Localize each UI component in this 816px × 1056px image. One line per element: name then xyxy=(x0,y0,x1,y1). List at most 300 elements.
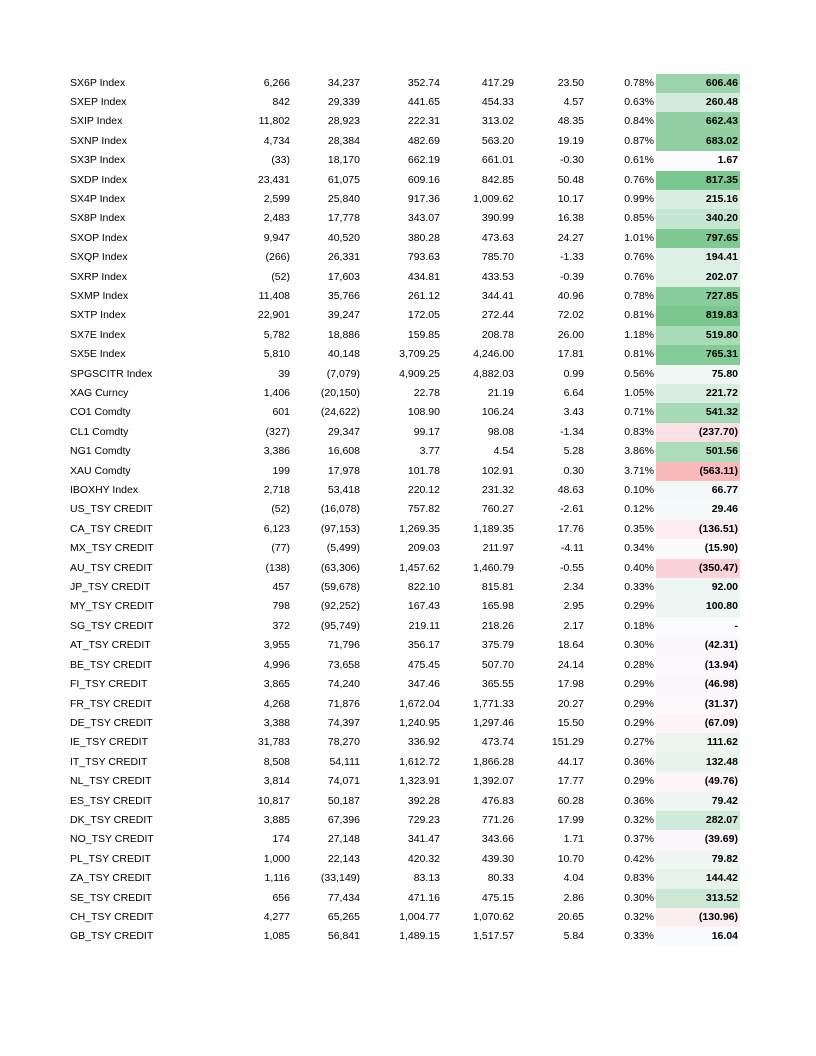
cell-col4: 476.83 xyxy=(481,794,514,807)
cell-name: GB_TSY CREDIT xyxy=(70,930,154,943)
cell-col2: 61,075 xyxy=(327,173,360,186)
cell-col2: 65,265 xyxy=(327,910,360,923)
cell-col2: 35,766 xyxy=(327,289,360,302)
cell-col6: 0.35% xyxy=(624,522,654,535)
cell-name: SX3P Index xyxy=(70,154,126,167)
cell-col5: 17.76 xyxy=(557,522,584,535)
cell-col1: 174 xyxy=(272,833,290,846)
cell-name: NL_TSY CREDIT xyxy=(70,775,152,788)
cell-name: AT_TSY CREDIT xyxy=(70,639,151,652)
cell-col2: 67,396 xyxy=(327,813,360,826)
cell-col4: 439.30 xyxy=(481,852,514,865)
cell-col4: 272.44 xyxy=(481,309,514,322)
cell-name: CA_TSY CREDIT xyxy=(70,522,153,535)
cell-col4: 343.66 xyxy=(481,833,514,846)
cell-col5: 24.14 xyxy=(557,658,584,671)
cell-name: SXEP Index xyxy=(70,95,127,108)
cell-col3: 4,909.25 xyxy=(399,367,440,380)
cell-col2: (92,252) xyxy=(320,600,360,613)
cell-col3: 482.69 xyxy=(407,134,440,147)
cell-col3: 220.12 xyxy=(407,484,440,497)
table-row xyxy=(68,229,740,248)
cell-name: SE_TSY CREDIT xyxy=(70,891,153,904)
cell-col1: 9,947 xyxy=(263,231,290,244)
cell-col2: 39,247 xyxy=(327,309,360,322)
cell-col2: 40,520 xyxy=(327,231,360,244)
cell-name: SXOP Index xyxy=(70,231,128,244)
cell-name: SX7E Index xyxy=(70,328,126,341)
cell-col5: 26.00 xyxy=(557,328,584,341)
cell-col1: (33) xyxy=(271,154,290,167)
cell-col4: 1,866.28 xyxy=(473,755,514,768)
cell-col5: 151.29 xyxy=(551,736,584,749)
cell-col1: (77) xyxy=(271,542,290,555)
cell-col6: 0.29% xyxy=(624,600,654,613)
table-row xyxy=(68,112,740,131)
table-row xyxy=(68,287,740,306)
cell-col7: 202.07 xyxy=(656,268,740,287)
cell-col4: 1,009.62 xyxy=(473,192,514,205)
cell-col6: 0.37% xyxy=(624,833,654,846)
cell-col6: 0.84% xyxy=(624,115,654,128)
cell-col5: 20.65 xyxy=(557,910,584,923)
cell-col5: 15.50 xyxy=(557,716,584,729)
cell-col2: 50,187 xyxy=(327,794,360,807)
cell-col1: 2,599 xyxy=(263,192,290,205)
cell-col7: 727.85 xyxy=(656,287,740,306)
cell-col3: 352.74 xyxy=(407,76,440,89)
cell-col6: 0.30% xyxy=(624,891,654,904)
cell-col4: 1,771.33 xyxy=(473,697,514,710)
cell-col4: 208.78 xyxy=(481,328,514,341)
cell-col5: 17.99 xyxy=(557,813,584,826)
cell-col1: 1,085 xyxy=(263,930,290,943)
cell-col4: 21.19 xyxy=(487,387,514,399)
cell-col6: 0.83% xyxy=(624,425,654,438)
table-row xyxy=(68,345,740,364)
cell-col7: 519.80 xyxy=(656,326,740,345)
cell-col6: 0.83% xyxy=(624,872,654,885)
cell-col7: 260.48 xyxy=(656,93,740,112)
cell-name: DE_TSY CREDIT xyxy=(70,716,153,729)
cell-col4: 433.53 xyxy=(481,270,514,283)
cell-col3: 441.65 xyxy=(407,95,440,108)
cell-col3: 356.17 xyxy=(407,639,440,652)
cell-col7: 75.80 xyxy=(656,365,740,384)
cell-col3: 209.03 xyxy=(407,542,440,555)
cell-col7: 606.46 xyxy=(656,74,740,93)
table-row xyxy=(68,151,740,170)
cell-col3: 172.05 xyxy=(407,309,440,322)
cell-col1: 372 xyxy=(272,619,290,632)
cell-col1: 656 xyxy=(272,891,290,904)
cell-col4: 98.08 xyxy=(487,425,514,438)
cell-col6: 0.40% xyxy=(624,561,654,574)
cell-col4: 106.24 xyxy=(481,406,514,419)
cell-col1: 5,810 xyxy=(263,348,290,361)
cell-col6: 0.28% xyxy=(624,658,654,671)
cell-col7: (130.96) xyxy=(656,908,740,927)
cell-col1: 3,388 xyxy=(263,716,290,729)
table-row xyxy=(68,772,740,791)
cell-col3: 167.43 xyxy=(407,600,440,613)
cell-col2: (20,150) xyxy=(320,387,360,399)
cell-col4: 475.15 xyxy=(481,891,514,904)
cell-col5: 17.77 xyxy=(557,775,584,788)
cell-col2: (97,153) xyxy=(320,522,360,535)
cell-col3: 1,004.77 xyxy=(399,910,440,923)
cell-name: SXQP Index xyxy=(70,251,128,264)
cell-col7: 282.07 xyxy=(656,811,740,830)
cell-col3: 3.77 xyxy=(419,445,440,458)
cell-col6: 1.01% xyxy=(624,231,654,244)
cell-col4: 102.91 xyxy=(481,464,514,477)
cell-col2: 54,111 xyxy=(329,755,360,768)
cell-name: JP_TSY CREDIT xyxy=(70,581,151,594)
cell-col4: 1,392.07 xyxy=(473,775,514,788)
cell-col5: 16.38 xyxy=(557,212,584,225)
cell-col2: 34,237 xyxy=(327,76,360,89)
table-row xyxy=(68,869,740,888)
cell-col2: 29,339 xyxy=(327,95,360,108)
cell-col7: (15.90) xyxy=(656,539,740,558)
cell-col5: 40.96 xyxy=(557,289,584,302)
cell-col7: 92.00 xyxy=(656,578,740,597)
cell-col2: (24,622) xyxy=(320,406,360,419)
cell-col3: 917.36 xyxy=(407,192,440,205)
cell-col5: 4.04 xyxy=(563,872,584,885)
cell-col1: 4,996 xyxy=(263,658,290,671)
cell-col1: 11,802 xyxy=(258,115,290,128)
cell-col6: 0.63% xyxy=(624,95,654,108)
cell-col4: 375.79 xyxy=(481,639,514,652)
table-row xyxy=(68,714,740,733)
table-row xyxy=(68,617,740,636)
cell-col7: 79.82 xyxy=(656,850,740,869)
cell-col3: 729.23 xyxy=(407,813,440,826)
cell-col5: -2.61 xyxy=(560,503,584,516)
cell-col7: (42.31) xyxy=(656,636,740,655)
cell-col7: 194.41 xyxy=(656,248,740,267)
table-row xyxy=(68,830,740,849)
cell-col5: -0.39 xyxy=(560,270,584,283)
cell-name: SPGSCITR Index xyxy=(70,367,153,380)
cell-col5: -0.30 xyxy=(560,154,584,167)
cell-col6: 0.29% xyxy=(624,678,654,691)
cell-name: CH_TSY CREDIT xyxy=(70,910,154,923)
cell-col2: 17,978 xyxy=(327,464,360,477)
cell-col3: 1,489.15 xyxy=(399,930,440,943)
cell-col5: 23.50 xyxy=(557,76,584,89)
cell-col7: 817.35 xyxy=(656,171,740,190)
cell-col1: 39 xyxy=(278,367,290,380)
cell-col5: -1.33 xyxy=(560,251,584,264)
cell-col5: 72.02 xyxy=(557,309,584,322)
cell-col4: 390.99 xyxy=(481,212,514,225)
cell-col3: 392.28 xyxy=(407,794,440,807)
cell-col3: 222.31 xyxy=(407,115,440,128)
cell-col2: 74,240 xyxy=(327,678,360,691)
cell-col5: 48.35 xyxy=(557,115,584,128)
table-row xyxy=(68,403,740,422)
cell-col7: 100.80 xyxy=(656,597,740,616)
table-body xyxy=(68,74,740,947)
table-row xyxy=(68,268,740,287)
cell-col5: 5.28 xyxy=(563,445,584,458)
cell-col1: 3,885 xyxy=(263,813,290,826)
cell-col7: 819.83 xyxy=(656,306,740,325)
cell-col3: 219.11 xyxy=(408,619,440,632)
cell-col2: (63,306) xyxy=(320,561,360,574)
cell-name: CO1 Comdty xyxy=(70,406,131,419)
cell-col3: 1,240.95 xyxy=(399,716,440,729)
cell-col4: 231.32 xyxy=(481,484,514,497)
cell-col7: (13.94) xyxy=(656,656,740,675)
cell-col7: 111.62 xyxy=(656,733,740,752)
cell-col2: 40,148 xyxy=(327,348,360,361)
cell-name: IE_TSY CREDIT xyxy=(70,736,148,749)
cell-col5: 17.81 xyxy=(557,348,584,361)
cell-col7: (49.76) xyxy=(656,772,740,791)
cell-col1: 10,817 xyxy=(257,794,290,807)
table-row xyxy=(68,753,740,772)
cell-col2: 28,384 xyxy=(327,134,360,147)
cell-name: SXDP Index xyxy=(70,173,128,186)
table-row xyxy=(68,675,740,694)
cell-col7: 221.72 xyxy=(656,384,740,403)
cell-col2: 74,397 xyxy=(327,716,360,729)
table-row xyxy=(68,792,740,811)
cell-col2: 27,148 xyxy=(327,833,360,846)
cell-col2: (95,749) xyxy=(320,619,360,632)
cell-col4: 4,882.03 xyxy=(473,367,514,380)
cell-name: NO_TSY CREDIT xyxy=(70,833,154,846)
cell-col4: 473.63 xyxy=(481,231,514,244)
cell-col4: 218.26 xyxy=(481,619,514,632)
cell-col1: (266) xyxy=(265,251,290,264)
cell-col6: 0.42% xyxy=(624,852,654,865)
cell-name: IBOXHY Index xyxy=(70,484,139,497)
cell-col2: 18,170 xyxy=(327,154,360,167)
cell-col1: (138) xyxy=(265,561,290,574)
cell-col2: 71,876 xyxy=(327,697,360,710)
cell-col3: 343.07 xyxy=(407,212,440,225)
cell-col6: 0.85% xyxy=(624,212,654,225)
cell-col5: 17.98 xyxy=(557,678,584,691)
table-row xyxy=(68,306,740,325)
table-row xyxy=(68,171,740,190)
table-row xyxy=(68,559,740,578)
table-row xyxy=(68,695,740,714)
cell-col4: 1,297.46 xyxy=(473,716,514,729)
cell-col4: 344.41 xyxy=(481,289,514,302)
cell-col1: 4,734 xyxy=(263,134,290,147)
cell-col1: 199 xyxy=(272,464,290,477)
cell-col1: 1,116 xyxy=(264,872,290,885)
cell-col6: 0.29% xyxy=(624,775,654,788)
cell-col2: 53,418 xyxy=(327,484,360,497)
cell-col3: 341.47 xyxy=(407,833,440,846)
spreadsheet-page xyxy=(68,74,740,947)
cell-col2: 22,143 xyxy=(327,852,360,865)
cell-col5: 0.99 xyxy=(563,367,584,380)
cell-name: SXTP Index xyxy=(70,309,126,322)
cell-col6: 0.36% xyxy=(624,794,654,807)
cell-col7: 797.65 xyxy=(656,229,740,248)
cell-col6: 1.18% xyxy=(624,328,654,341)
table-row xyxy=(68,423,740,442)
cell-col5: 3.43 xyxy=(563,406,584,419)
cell-col3: 380.28 xyxy=(407,231,440,244)
cell-col7: 501.56 xyxy=(656,442,740,461)
cell-col1: 842 xyxy=(272,95,290,108)
cell-col5: 2.34 xyxy=(563,581,584,594)
cell-col4: 1,460.79 xyxy=(473,561,514,574)
cell-col1: 3,814 xyxy=(263,775,290,788)
cell-col1: 11,408 xyxy=(258,289,290,302)
cell-col7: 1.67 xyxy=(656,151,740,170)
cell-col4: 815.81 xyxy=(481,581,514,594)
cell-col5: -4.11 xyxy=(560,542,584,555)
cell-col6: 0.34% xyxy=(624,542,654,555)
cell-col7: (39.69) xyxy=(656,830,740,849)
cell-col4: 1,189.35 xyxy=(473,522,514,535)
cell-col1: (327) xyxy=(265,425,290,438)
cell-col5: 2.95 xyxy=(563,600,584,613)
table-row xyxy=(68,636,740,655)
cell-col2: 18,886 xyxy=(327,328,360,341)
cell-col7: 16.04 xyxy=(656,927,740,946)
cell-col6: 0.33% xyxy=(624,581,654,594)
cell-col2: 71,796 xyxy=(327,639,360,652)
cell-col2: 26,331 xyxy=(327,251,360,264)
cell-col5: -1.34 xyxy=(560,425,584,438)
cell-col2: (16,078) xyxy=(320,503,360,516)
cell-col6: 0.87% xyxy=(624,134,654,147)
cell-col3: 261.12 xyxy=(407,289,440,302)
cell-col4: 454.33 xyxy=(481,95,514,108)
cell-col2: (7,079) xyxy=(326,367,360,380)
cell-col3: 475.45 xyxy=(407,658,440,671)
cell-col2: 25,840 xyxy=(327,192,360,205)
cell-col7: (350.47) xyxy=(656,559,740,578)
cell-col5: 0.30 xyxy=(563,464,584,477)
cell-col3: 3,709.25 xyxy=(399,348,440,361)
cell-name: SX8P Index xyxy=(70,212,126,225)
cell-col3: 471.16 xyxy=(407,891,440,904)
cell-col1: 6,266 xyxy=(263,76,290,89)
table-row xyxy=(68,93,740,112)
cell-col6: 0.29% xyxy=(624,697,654,710)
cell-col5: -0.55 xyxy=(560,561,584,574)
cell-name: CL1 Comdty xyxy=(70,425,129,438)
cell-name: DK_TSY CREDIT xyxy=(70,813,153,826)
cell-col6: 0.56% xyxy=(624,367,654,380)
cell-col5: 44.17 xyxy=(557,755,584,768)
cell-col6: 0.78% xyxy=(624,289,654,302)
cell-col5: 19.19 xyxy=(557,134,584,147)
cell-col7: (563.11) xyxy=(656,462,740,481)
table-row xyxy=(68,539,740,558)
table-row xyxy=(68,733,740,752)
cell-name: MX_TSY CREDIT xyxy=(70,542,154,555)
table-row xyxy=(68,597,740,616)
cell-name: SX4P Index xyxy=(70,192,126,205)
cell-col1: 31,783 xyxy=(257,736,290,749)
cell-col2: (33,149) xyxy=(320,872,360,885)
cell-name: ZA_TSY CREDIT xyxy=(70,872,152,885)
cell-col4: 507.70 xyxy=(481,658,514,671)
cell-col1: 4,268 xyxy=(263,697,290,710)
cell-col6: 0.76% xyxy=(624,173,654,186)
table-row xyxy=(68,889,740,908)
cell-col7: 29.46 xyxy=(656,500,740,519)
cell-col1: 4,277 xyxy=(263,910,290,923)
cell-name: IT_TSY CREDIT xyxy=(70,755,148,768)
cell-col6: 0.32% xyxy=(624,813,654,826)
cell-col3: 822.10 xyxy=(407,581,440,594)
cell-col2: 16,608 xyxy=(327,445,360,458)
cell-col6: 1.05% xyxy=(624,387,654,399)
table-row xyxy=(68,520,740,539)
cell-col7: 340.20 xyxy=(656,209,740,228)
cell-col7: 313.52 xyxy=(656,889,740,908)
cell-col5: 4.57 xyxy=(563,95,584,108)
table-row xyxy=(68,365,740,384)
cell-col3: 347.46 xyxy=(407,678,440,691)
cell-col1: 457 xyxy=(272,581,290,594)
cell-col7: (136.51) xyxy=(656,520,740,539)
cell-col7: (67.09) xyxy=(656,714,740,733)
cell-col6: 0.30% xyxy=(624,639,654,652)
cell-col5: 24.27 xyxy=(557,231,584,244)
cell-col1: 3,955 xyxy=(263,639,290,652)
cell-name: US_TSY CREDIT xyxy=(70,503,153,516)
table-row xyxy=(68,927,740,946)
cell-col6: 0.81% xyxy=(624,309,654,322)
cell-col7: 662.43 xyxy=(656,112,740,131)
table-row xyxy=(68,850,740,869)
cell-col5: 50.48 xyxy=(557,173,584,186)
table-row xyxy=(68,481,740,500)
cell-col7: (237.70) xyxy=(656,423,740,442)
cell-col7: 541.32 xyxy=(656,403,740,422)
cell-col1: 3,386 xyxy=(263,445,290,458)
cell-col3: 83.13 xyxy=(413,872,440,885)
cell-name: SXRP Index xyxy=(70,270,128,283)
cell-col5: 2.17 xyxy=(563,619,584,632)
cell-col3: 420.32 xyxy=(407,852,440,865)
cell-col5: 10.17 xyxy=(557,192,584,205)
cell-col6: 0.76% xyxy=(624,270,654,283)
cell-name: SXMP Index xyxy=(70,289,129,302)
cell-col4: 313.02 xyxy=(481,115,514,128)
cell-name: XAG Curncy xyxy=(70,387,129,399)
cell-col5: 2.86 xyxy=(563,891,584,904)
cell-col5: 6.64 xyxy=(563,387,584,399)
cell-col7: - xyxy=(656,617,740,636)
cell-col2: (59,678) xyxy=(320,581,360,594)
cell-name: SG_TSY CREDIT xyxy=(70,619,154,632)
cell-col2: 56,841 xyxy=(327,930,360,943)
cell-col1: (52) xyxy=(271,270,290,283)
cell-col6: 0.10% xyxy=(624,484,654,497)
cell-col7: 132.48 xyxy=(656,753,740,772)
table-row xyxy=(68,462,740,481)
cell-col7: 765.31 xyxy=(656,345,740,364)
table-row xyxy=(68,326,740,345)
cell-col7: 215.16 xyxy=(656,190,740,209)
